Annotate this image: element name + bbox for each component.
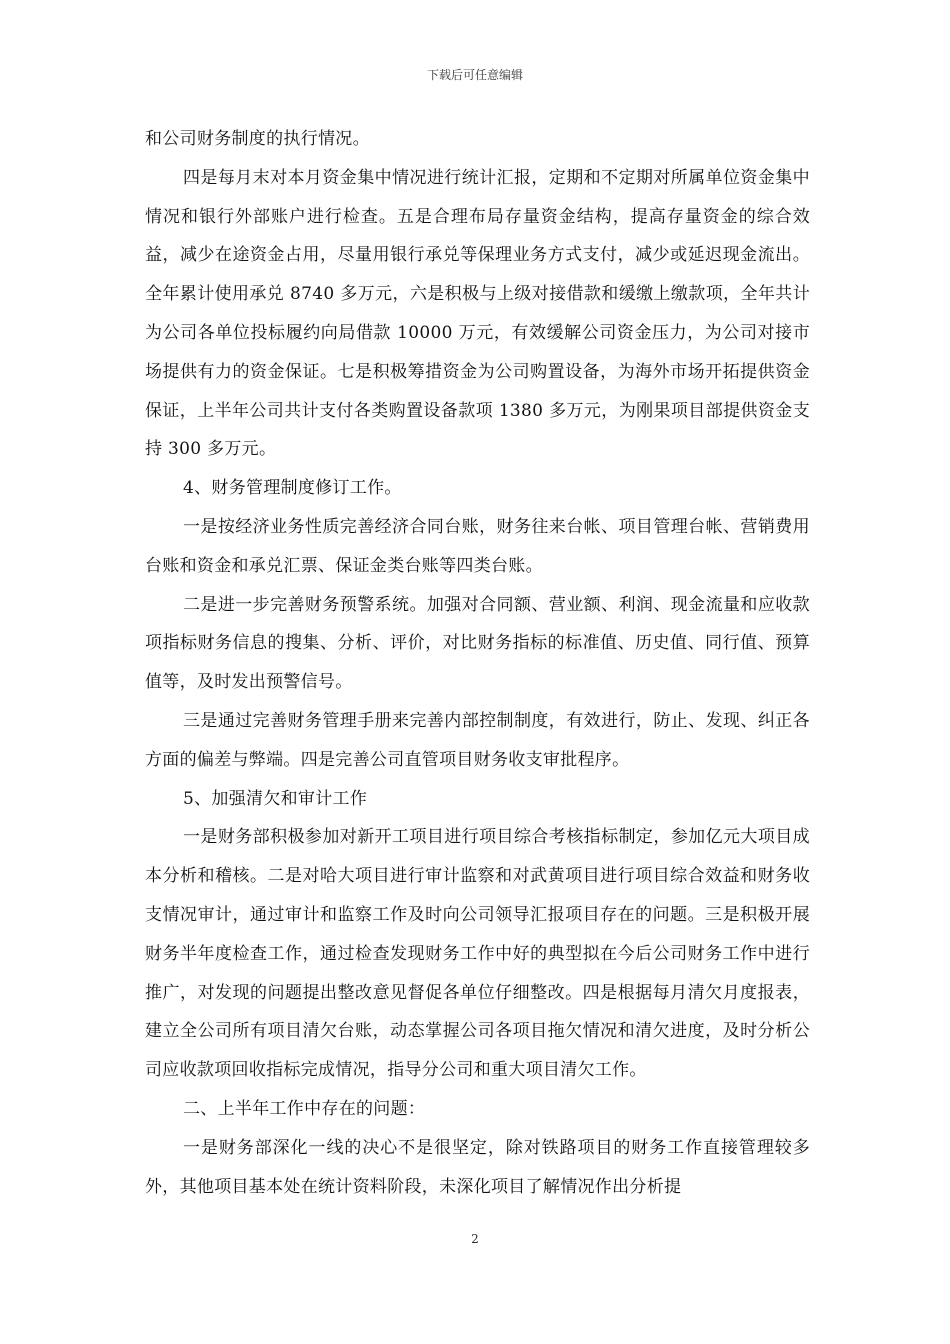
document-body: [145, 120, 810, 1206]
paragraph-problem-one: 一是财务部深化一线的决心不是很坚定，除对铁路项目的财务工作直接管理较多外，其他项目基本处在统计资料阶段，未深化项目了解情况作出分析提: [145, 1137, 810, 1197]
section-heading-problems: 二、上半年工作中存在的问题：: [183, 1098, 426, 1119]
paragraph-warning-system: 二是进一步完善财务预警系统。加强对合同额、营业额、利润、现金流量和应收款项指标财务信息的搜集、分析、评价，对比财务指标的标准值、历史值、同行值、预算值等，及时发出预警信号。: [145, 594, 810, 693]
paragraph-audit-work: 一是财务部积极参加对新开工项目进行项目综合考核指标制定，参加亿元大项目成本分析和稽核。二是对哈大项目进行审计监察和对武黄项目进行项目综合效益和财务收支情况审计，通过审计和监察工作及时向公司领导汇报项目存在的问题。三是积极开展财务半年度检查工作，通过检查发现财务工作中好的典型拟在今后公司财务工作中进行推广，对发现的问题提出整改意见督促各单位仔细整改。四是根据每月清欠月度报表，建立全公司所有项目清欠台账，动态掌握公司各项目拖欠情况和清欠进度，及时分析公司应收款项回收指标完成情况，指导分公司和重大项目清欠工作。: [145, 827, 810, 1081]
section-heading-5: 5、加强清欠和审计工作: [183, 788, 368, 809]
paragraph-continuation: 和公司财务制度的执行情况。: [145, 129, 370, 149]
page-header: 下载后可任意编辑: [426, 68, 523, 82]
page-number: 2: [471, 1232, 479, 1246]
section-heading-4: 4、财务管理制度修订工作。: [183, 478, 402, 499]
paragraph-funds-management: 四是每月末对本月资金集中情况进行统计汇报，定期和不定期对所属单位资金集中情况和银行外部账户进行检查。五是合理布局存量资金结构，提高存量资金的综合效益，减少在途资金占用，尽量用银行承兑等保理业务方式支付，减少或延迟现金流出。全年累计使用承兑 8740 多万元，六是积极与上级对接借款和缓缴上缴款项，全年共计为公司各单位投标履约向局借款 10000 万元，有效缓解公司资金压力，为公司对接市场提供有力的资金保证。七是积极筹措资金为公司购置设备，为海外市场开拓提供资金保证，上半年公司共计支付各类购置设备款项 1380 多万元，为刚果项目部提供资金支持 300 多万元。: [145, 167, 810, 460]
paragraph-ledgers: 一是按经济业务性质完善经济合同台账，财务往来台帐、项目管理台帐、营销费用台账和资金和承兑汇票、保证金类台账等四类台账。: [145, 516, 810, 576]
paragraph-internal-control: 三是通过完善财务管理手册来完善内部控制制度，有效进行，防止、发现、纠正各方面的偏差与弊端。四是完善公司直管项目财务收支审批程序。: [145, 710, 810, 770]
